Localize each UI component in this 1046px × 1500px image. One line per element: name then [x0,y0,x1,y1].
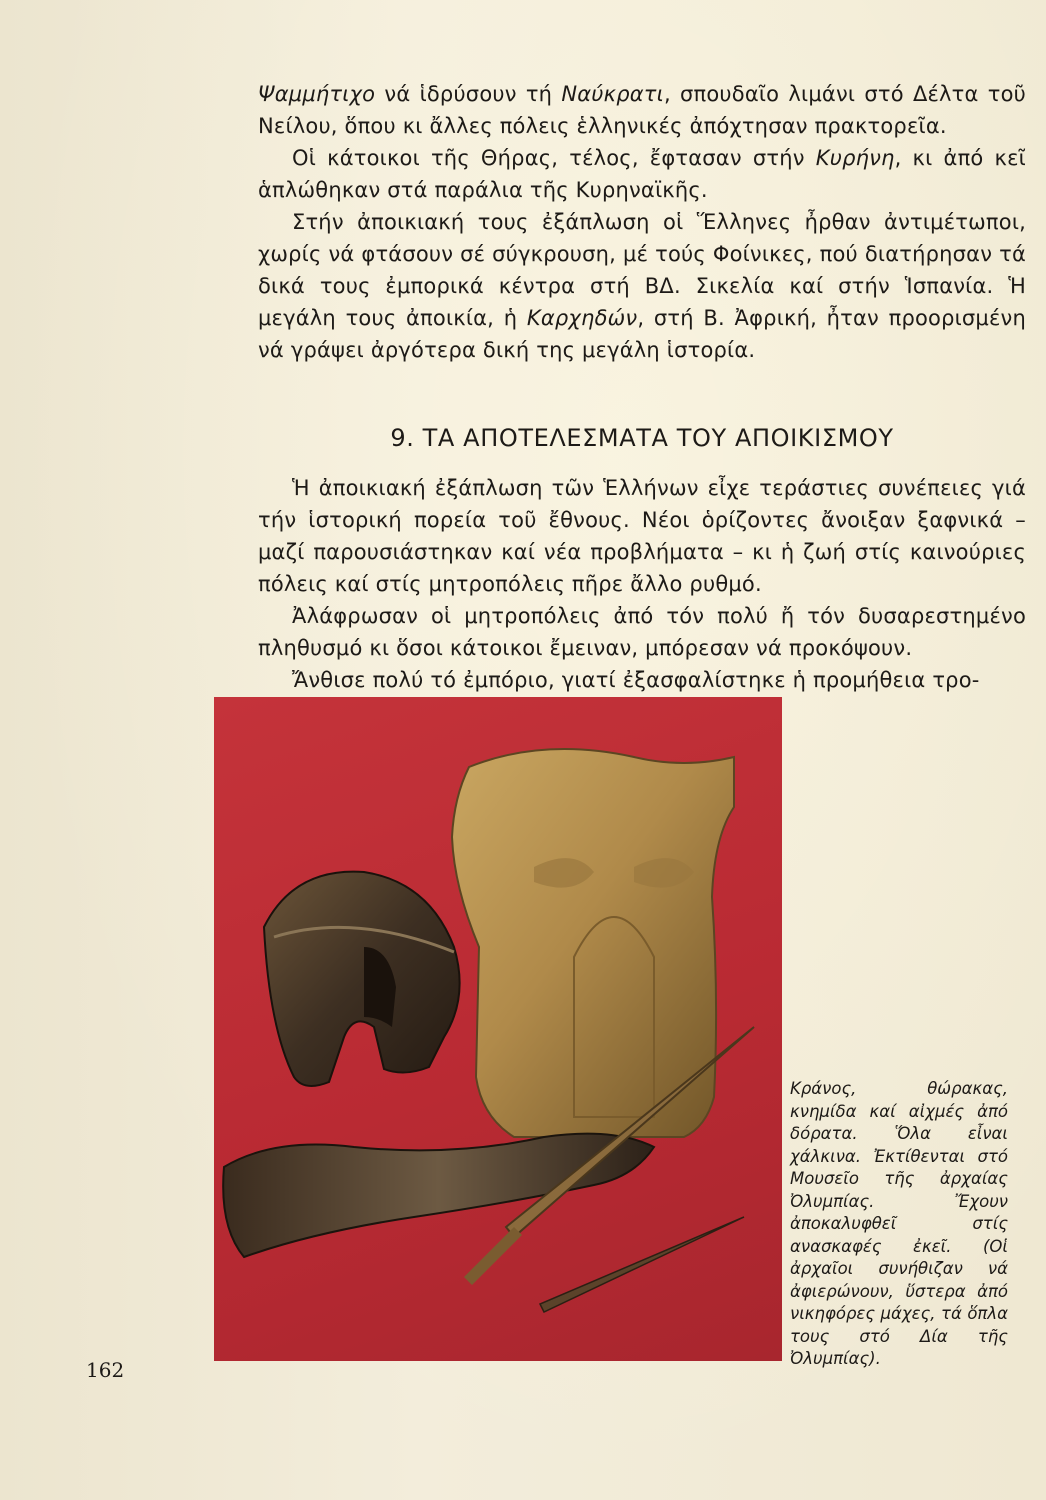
text-run: , σπουδαῖο λιμάνι στό Δέλτα τοῦ Νείλου, ὅπου κι ἄλλες πόλεις ἑλληνικές ἀπόχτησαν πρακτορεῖα. [258,82,1026,138]
section-heading: 9. ΤΑ ΑΠΟΤΕΛΕΣΜΑΤΑ ΤΟΥ ΑΠΟΙΚΙΣΜΟΥ [390,424,894,452]
paragraph [258,600,1026,664]
text-run: Ἡ ἀποικιακή ἐξάπλωση τῶν Ἑλλήνων εἶχε τεράστιες συνέπειες γιά τήν ἱστορική πορεία τοῦ ἔθνους. Νέοι ὁρίζοντες ἄνοιξαν ξαφνικά – μαζί παρουσιάστηκαν καί νέα προβλήματα – κι ἡ ζωή στίς καινούριες πόλεις καί στίς μητροπόλεις πῆρε ἄλλο ρυθμό. [258,476,1026,596]
helmet-shape [264,872,460,1086]
italic-text: Καρχηδών [526,306,638,330]
text-run: Ἄνθισε πολύ τό ἐμπόριο, γιατί ἐξασφαλίστηκε ἡ προμήθεια τρο- [292,668,980,692]
paragraph [258,472,1026,600]
italic-text: Ναύκρατι [561,82,664,106]
figure-caption: Κράνος, θώρακας, κνημίδα καί αἰχμές ἀπό δόρατα. Ὅλα εἶναι χάλκινα. Ἐκτίθενται στό Μουσεῖο τῆς ἀρχαίας Ὀλυμπίας. Ἔχουν ἀποκαλυφθεῖ στίς ανασκαφές ἐκεῖ. (Οἱ ἀρχαῖοι συνήθιζαν νά ἀφιερώνουν, ὕστερα ἀπό νικηφόρες μάχες, τά ὅπλα τους στό Δία τῆς Ὀλυμπίας). [790,1079,1008,1368]
page-number: 162 [86,1358,125,1382]
armor-photo [214,697,782,1361]
paragraph [258,142,1026,206]
greave-shape [223,1134,654,1257]
text-run: , στή Β. Ἀφρική, ἦταν προορισμένη νά γράψει ἀργότερα δική της μεγάλη ἱστορία. [258,306,1026,362]
italic-text: Ψαμμήτιχο [258,82,376,106]
paragraph [258,664,1026,696]
text-run: νά ἱδρύσουν τή [375,82,562,106]
text-run: Στήν ἀποικιακή τους ἐξάπλωση οἱ Ἕλληνες ἦρθαν ἀντιμέτωποι, χωρίς νά φτάσουν σέ σύγκρουση, μέ τούς Φοίνικες, πού διατήρησαν τά δικά τους ἐμπορικά κέντρα στή ΒΔ. Σικελία καί στήν Ἱσπανία. Ἡ μεγάλη τους ἀποικία, ἡ [258,210,1026,330]
top-text-block [258,78,1026,366]
text-run: Οἱ κάτοικοι τῆς Θήρας, τέλος, ἔφτασαν στήν [292,146,816,170]
section-text-block [258,472,1026,696]
armor-illustration [214,697,782,1361]
italic-text: Κυρήνη [815,146,895,170]
paragraph [258,78,1026,142]
paragraph [258,206,1026,366]
text-run: , κι ἀπό κεῖ ἁπλώθηκαν στά παράλια τῆς Κυρηναϊκῆς. [258,146,1026,202]
text-run: Ἀλάφρωσαν οἱ μητροπόλεις ἀπό τόν πολύ ἤ τόν δυσαρεστημένο πληθυσμό κι ὅσοι κάτοικοι ἔμειναν, μπόρεσαν νά προκόψουν. [258,604,1026,660]
